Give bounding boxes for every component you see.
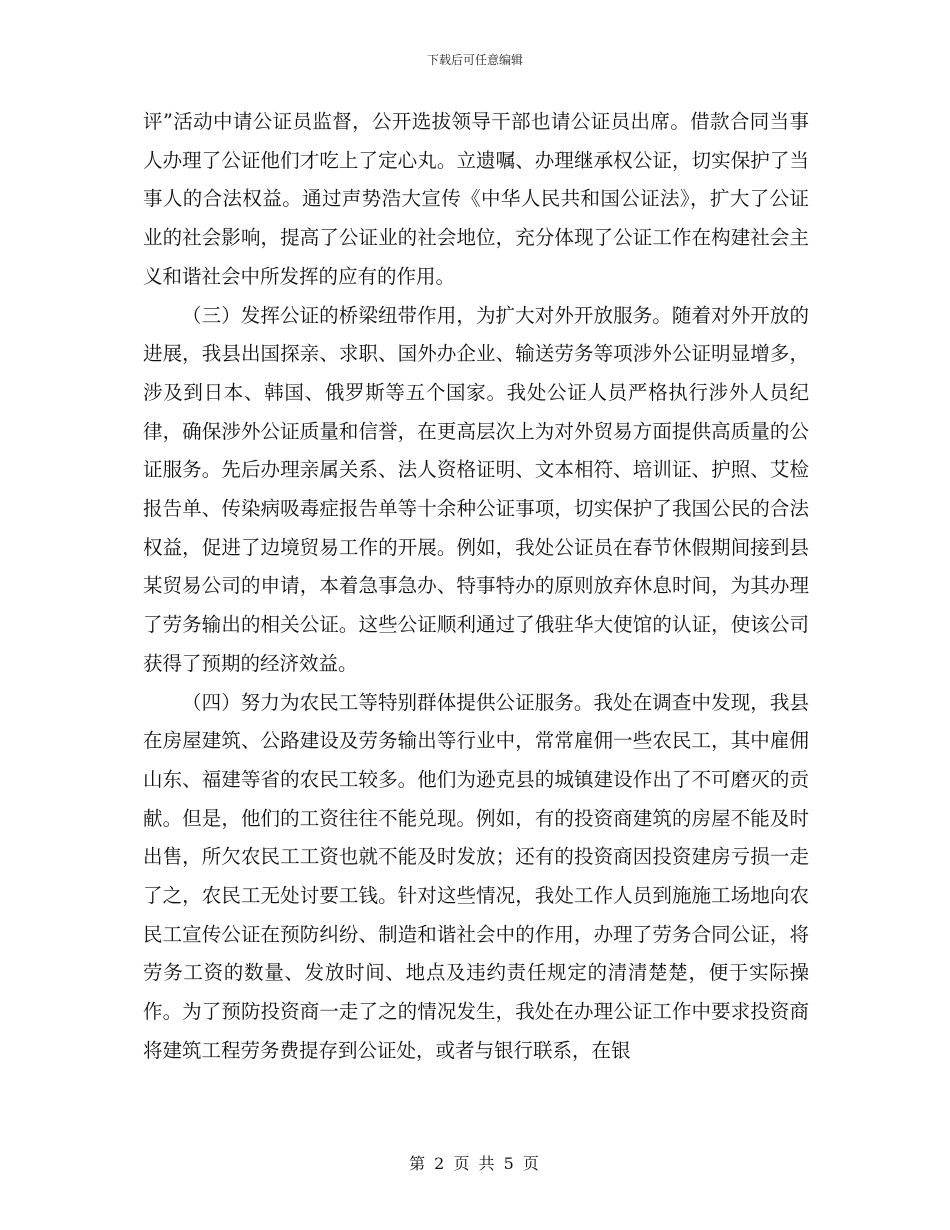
page-number-footer: 第 2 页 共 5 页 [409,1154,541,1173]
page-header: 下载后可任意编辑 [426,53,523,67]
paragraph-section-three: （三）发挥公证的桥梁纽带作用，为扩大对外开放服务。随着对外开放的进展，我县出国探亲、求职、国外办企业、输送劳务等项涉外公证明显增多，涉及到日本、韩国、俄罗斯等五个国家。我处公证人员严格执行涉外人员纪律，确保涉外公证质量和信誉，在更高层次上为对外贸易方面提供高质量的公证服务。先后办理亲属关系、法人资格证明、文本相符、培训证、护照、艾检报告单、传染病吸毒症报告单等十余种公证事项，切实保护了我国公民的合法权益，促进了边境贸易工作的开展。例如，我处公证员在春节休假期间接到县某贸易公司的申请，本着急事急办、特事特办的原则放弃休息时间，为其办理了劳务输出的相关公证。这些公证顺利通过了俄驻华大使馆的认证，使该公司获得了预期的经济效益。 [143,303,809,675]
document-body [143,103,809,1071]
paragraph-continuation: 评”活动中请公证员监督，公开选拔领导干部也请公证员出席。借款合同当事人办理了公证他们才吃上了定心丸。立遗嘱、办理继承权公证，切实保护了当事人的合法权益。通过声势浩大宣传《中华人民共和国公证法》，扩大了公证业的社会影响，提高了公证业的社会地位，充分体现了公证工作在构建社会主义和谐社会中所发挥的应有的作用。 [143,110,809,288]
paragraph-section-four: （四）努力为农民工等特别群体提供公证服务。我处在调查中发现，我县在房屋建筑、公路建设及劳务输出等行业中，常常雇佣一些农民工，其中雇佣山东、福建等省的农民工较多。他们为逊克县的城镇建设作出了不可磨灭的贡献。但是，他们的工资往往不能兑现。例如，有的投资商建筑的房屋不能及时出售，所欠农民工工资也就不能及时发放；还有的投资商因投资建房亏损一走了之，农民工无处讨要工钱。针对这些情况，我处工作人员到施施工场地向农民工宣传公证在预防纠纷、制造和谐社会中的作用，办理了劳务合同公证，将劳务工资的数量、发放时间、地点及违约责任规定的清清楚楚，便于实际操作。为了预防投资商一走了之的情况发生，我处在办理公证工作中要求投资商将建筑工程劳务费提存到公证处，或者与银行联系，在银 [143,690,809,1062]
